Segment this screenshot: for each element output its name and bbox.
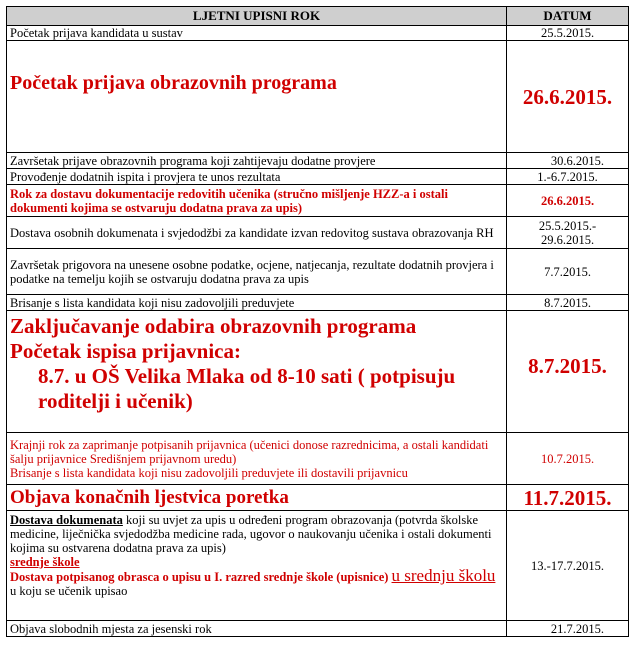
table-row [7, 433, 629, 485]
row-heading: Zaključavanje odabira obrazovnih programa [10, 314, 417, 338]
row-date: 21.7.2015. [507, 621, 629, 637]
table-row [7, 185, 629, 217]
table-row [7, 249, 629, 295]
row-text [7, 41, 507, 153]
row-text: Brisanje s lista kandidata koji nisu zadovoljili preduvjete [7, 295, 507, 311]
row-lead: Dostava dokumenata [10, 513, 123, 527]
row-date: 30.6.2015. [507, 153, 629, 169]
table-row [7, 217, 629, 249]
row-heading: Početak ispisa prijavnica: [10, 339, 241, 363]
row-tail: u koju se učenik upisao [10, 584, 128, 598]
table-row [7, 485, 629, 511]
row-date: 26.6.2015. [507, 185, 629, 217]
row-heading: Početak prijava obrazovnih programa [10, 72, 337, 94]
date-line: 29.6.2015. [540, 232, 595, 247]
row-text: Objava slobodnih mjesta za jesenski rok [7, 621, 507, 637]
table-row [7, 295, 629, 311]
table-row [7, 41, 629, 153]
column-header-date: DATUM [507, 7, 629, 26]
date-line: 25.5.2015.- [538, 218, 597, 233]
row-text [7, 311, 507, 433]
row-text: Dostava osobnih dokumenata i svjedodžbi za kandidate izvan redovitog sustava obrazovanja RH [7, 217, 507, 249]
table-row [7, 153, 629, 169]
table-row [7, 169, 629, 185]
row-date [507, 217, 629, 249]
row-text: Provođenje dodatnih ispita i provjera te unos rezultata [7, 169, 507, 185]
column-header-period: LJETNI UPISNI ROK [7, 7, 507, 26]
row-date: 13.-17.7.2015. [507, 511, 629, 621]
row-date: 1.-6.7.2015. [507, 169, 629, 185]
table-row [7, 511, 629, 621]
row-bold-red: Dostava potpisanog obrasca o upisu u I. razred srednje škole (upisnice) [10, 570, 389, 584]
row-text: Rok za dostavu dokumentacije redovitih učenika (stručno mišljenje HZZ-a i ostali dokumenti kojima se ostvaruju dodatna prava za upis) [7, 185, 507, 217]
row-text: Završetak prijave obrazovnih programa koji zahtijevaju dodatne provjere [7, 153, 507, 169]
row-date: 26.6.2015. [507, 41, 629, 153]
row-underlined: u srednju školu [391, 566, 496, 585]
row-text [7, 433, 507, 485]
row-line: Brisanje s lista kandidata koji nisu zadovoljili preduvjete ili dostavili prijavnicu [10, 465, 408, 480]
row-text: Početak prijava kandidata u sustav [7, 26, 507, 41]
row-date: 8.7.2015. [507, 295, 629, 311]
row-date: 11.7.2015. [507, 485, 629, 511]
table-row [7, 311, 629, 433]
row-body: koji su uvjet za upis u određeni program obrazovanja (potvrda školske medicine, liječnička svjedodžba medicine rada, ugovor o naukovanju učenika i ostali dokumenti kojima su ostvarena dodatna prava za upis) [10, 513, 492, 555]
row-text [7, 511, 507, 621]
row-heading: 8.7. u OŠ Velika Mlaka od 8-10 sati ( potpisuju roditelji i učenik) [38, 364, 456, 413]
row-red-line: srednje škole [10, 555, 80, 569]
table-row [7, 621, 629, 637]
row-date: 25.5.2015. [507, 26, 629, 41]
row-date: 8.7.2015. [507, 311, 629, 433]
row-text: Završetak prigovora na unesene osobne podatke, ocjene, natjecanja, rezultate dodatnih provjera i podatke na temelju kojih se ostvaruju dodatna prava za upis [7, 249, 507, 295]
row-text: Objava konačnih ljestvica poretka [7, 485, 507, 511]
enrollment-schedule-table [6, 6, 629, 637]
row-date: 10.7.2015. [507, 433, 629, 485]
table-header-row [7, 7, 629, 26]
row-line: Krajnji rok za zaprimanje potpisanih prijavnica (učenici donose razrednicima, a ostali kandidati šalju prijavnice Središnjem prijavnom uredu) [10, 437, 489, 466]
table-row [7, 26, 629, 41]
row-date: 7.7.2015. [507, 249, 629, 295]
